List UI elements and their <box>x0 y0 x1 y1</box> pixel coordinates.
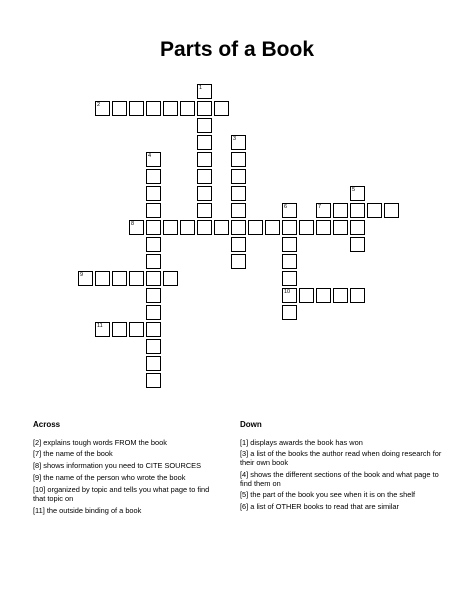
grid-cell[interactable] <box>129 322 144 337</box>
grid-cell[interactable] <box>146 254 161 269</box>
grid-cell[interactable] <box>112 271 127 286</box>
grid-cell[interactable] <box>367 203 382 218</box>
grid-cell[interactable] <box>231 254 246 269</box>
clue-down-5: [5] the part of the book you see when it is on the shelf <box>240 490 416 500</box>
clue-across-9: [9] the name of the person who wrote the book <box>33 473 186 483</box>
grid-cell[interactable] <box>197 101 212 116</box>
clue-number: 11 <box>97 323 103 329</box>
grid-cell[interactable] <box>214 220 229 235</box>
grid-cell[interactable] <box>163 220 178 235</box>
grid-cell[interactable] <box>146 339 161 354</box>
grid-cell[interactable] <box>146 322 161 337</box>
across-clues <box>33 421 215 519</box>
grid-cell[interactable] <box>180 101 195 116</box>
grid-cell[interactable] <box>197 220 212 235</box>
clue-across-2: [2] explains tough words FROM the book <box>33 437 167 447</box>
grid-cell[interactable] <box>282 220 297 235</box>
grid-cell[interactable] <box>248 220 263 235</box>
grid-cell[interactable] <box>282 237 297 252</box>
grid-cell[interactable] <box>146 356 161 371</box>
grid-cell[interactable] <box>231 169 246 184</box>
grid-cell[interactable] <box>350 186 365 201</box>
clue-across-11: [11] the outside binding of a book <box>33 505 142 515</box>
grid-cell[interactable] <box>146 220 161 235</box>
grid-cell[interactable] <box>197 152 212 167</box>
grid-cell[interactable] <box>231 237 246 252</box>
grid-cell[interactable] <box>282 203 297 218</box>
grid-cell[interactable] <box>197 84 212 99</box>
clue-number: 3 <box>233 136 237 142</box>
grid-cell[interactable] <box>95 322 110 337</box>
grid-cell[interactable] <box>146 186 161 201</box>
clue-number: 8 <box>131 221 135 227</box>
clue-across-7: [7] the name of the book <box>33 449 113 459</box>
clue-number: 1 <box>199 85 203 91</box>
grid-cell[interactable] <box>350 203 365 218</box>
grid-cell[interactable] <box>299 288 314 303</box>
grid-cell[interactable] <box>316 288 331 303</box>
grid-cell[interactable] <box>350 220 365 235</box>
grid-cell[interactable] <box>350 288 365 303</box>
grid-cell[interactable] <box>316 203 331 218</box>
clue-number: 2 <box>97 102 101 108</box>
grid-cell[interactable] <box>197 186 212 201</box>
grid-cell[interactable] <box>146 271 161 286</box>
grid-cell[interactable] <box>112 322 127 337</box>
grid-cell[interactable] <box>146 101 161 116</box>
grid-cell[interactable] <box>350 237 365 252</box>
grid-cell[interactable] <box>214 101 229 116</box>
grid-cell[interactable] <box>146 305 161 320</box>
across-heading: Across <box>33 420 61 429</box>
grid-cell[interactable] <box>163 101 178 116</box>
grid-cell[interactable] <box>282 305 297 320</box>
clue-down-1: [1] displays awards the book has won <box>240 437 363 447</box>
grid-cell[interactable] <box>333 288 348 303</box>
grid-cell[interactable] <box>163 271 178 286</box>
grid-cell[interactable] <box>129 271 144 286</box>
puzzle-title: Parts of a Book <box>159 38 315 61</box>
grid-cell[interactable] <box>282 271 297 286</box>
grid-cell[interactable] <box>282 254 297 269</box>
grid-cell[interactable] <box>197 169 212 184</box>
grid-cell[interactable] <box>112 101 127 116</box>
grid-cell[interactable] <box>384 203 399 218</box>
clue-number: 5 <box>352 187 356 193</box>
clue-number: 6 <box>284 204 288 210</box>
grid-cell[interactable] <box>299 220 314 235</box>
clue-number: 10 <box>284 289 291 295</box>
grid-cell[interactable] <box>129 101 144 116</box>
grid-cell[interactable] <box>146 373 161 388</box>
grid-cell[interactable] <box>146 169 161 184</box>
down-heading: Down <box>240 420 262 429</box>
grid-cell[interactable] <box>146 237 161 252</box>
grid-cell[interactable] <box>95 271 110 286</box>
grid-cell[interactable] <box>146 288 161 303</box>
grid-cell[interactable] <box>231 203 246 218</box>
down-clues <box>240 421 445 515</box>
grid-cell[interactable] <box>146 203 161 218</box>
grid-cell[interactable] <box>129 220 144 235</box>
clue-down-4: [4] shows the different sections of the book and what page to find them on <box>240 469 439 488</box>
grid-cell[interactable] <box>333 203 348 218</box>
clue-across-10: [10] organized by topic and tells you what page to find that topic on <box>33 485 210 503</box>
clue-number: 7 <box>318 204 322 210</box>
grid-cell[interactable] <box>197 135 212 150</box>
grid-cell[interactable] <box>180 220 195 235</box>
grid-cell[interactable] <box>78 271 93 286</box>
grid-cell[interactable] <box>265 220 280 235</box>
clue-across-8: [8] shows information you need to CITE SOURCES <box>33 461 202 471</box>
grid-cell[interactable] <box>146 152 161 167</box>
grid-cell[interactable] <box>197 203 212 218</box>
clue-number: 9 <box>80 272 84 278</box>
grid-cell[interactable] <box>231 220 246 235</box>
grid-cell[interactable] <box>282 288 297 303</box>
grid-cell[interactable] <box>333 220 348 235</box>
clue-number: 4 <box>148 153 152 159</box>
grid-cell[interactable] <box>231 135 246 150</box>
grid-cell[interactable] <box>316 220 331 235</box>
grid-cell[interactable] <box>197 118 212 133</box>
clue-down-6: [6] a list of OTHER books to read that are similar <box>240 502 399 512</box>
clue-down-3: [3] a list of the books the author read when doing research for their own book <box>240 449 442 468</box>
grid-cell[interactable] <box>231 152 246 167</box>
grid-cell[interactable] <box>95 101 110 116</box>
grid-cell[interactable] <box>231 186 246 201</box>
